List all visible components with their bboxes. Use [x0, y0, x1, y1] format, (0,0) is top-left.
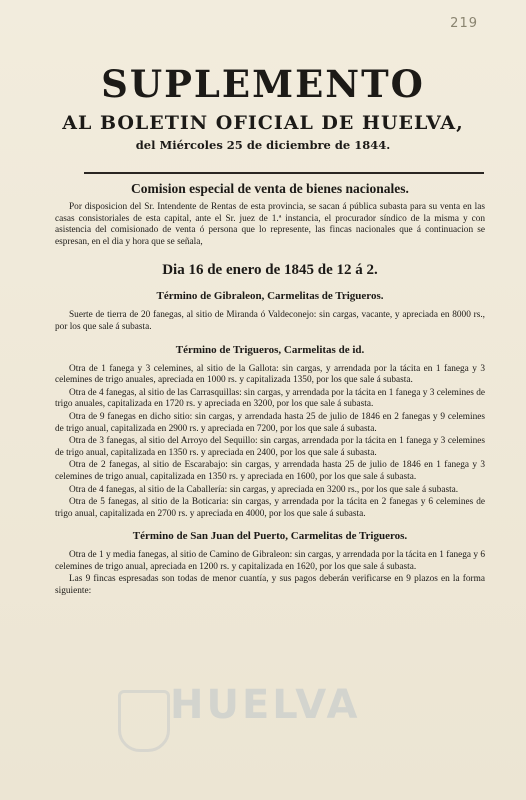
- list-item: Otra de 1 fanega y 3 celemines, al sitio de la Gallota: sin cargas, y arrendada por la tácita en 1 fanega y 3 celemines de trigo anuales, apreciada en 1000 rs. y capitalizada 1350, por los que sale á subasta.: [55, 363, 485, 386]
- list-item: Otra de 4 fanegas, al sitio de la Caballería: sin cargas, y apreciada en 3200 rs., por los que sale á subasta.: [69, 484, 459, 495]
- auction-day: Dia 16 de enero de 1845 de 12 á 2.: [162, 262, 378, 279]
- intro-paragraph: Por disposicion del Sr. Intendente de Rentas de esta provincia, se sacan á pública subasta para su venta en las casas consistoriales de esta capital, ante el Sr. juez de 1.ª instancia, el procurador síndico de la misma y con asistencia del comisionado de venta ó persona que lo represente, las fincas nacionales que á continuacion se espresan, en el dia y hora que se señala,: [55, 202, 485, 247]
- masthead-title: SUPLEMENTO: [101, 62, 425, 106]
- watermark-seal-icon: [118, 690, 170, 752]
- list-item: Suerte de tierra de 20 fanegas, al sitio de Miranda ó Valdeconejo: sin cargas, vacante, y apreciada en 8000 rs., por los que sale á subasta.: [55, 310, 485, 332]
- masthead: [0, 62, 526, 154]
- list-item: Otra de 2 fanegas, al sitio de Escarabajo: sin cargas, y arrendada hasta 25 de julio de 1846 en 1 fanega y 3 celemines de trigo anual, capitalizada en 1350 rs. y apreciada en 1600, por los que sale á subasta.: [55, 460, 485, 482]
- section-title: Término de San Juan del Puerto, Carmelitas de Trigueros.: [132, 530, 408, 543]
- header-divider: [84, 172, 484, 174]
- masthead-date: del Miércoles 25 de diciembre de 1844.: [135, 138, 391, 152]
- list-item: Las 9 fincas espresadas son todas de menor cuantía, y sus pagos deberán verificarse en 9 plazos en la forma siguiente:: [55, 574, 485, 597]
- masthead-subtitle: AL BOLETIN OFICIAL DE HUELVA,: [62, 112, 464, 134]
- list-item: Otra de 9 fanegas en dicho sitio: sin cargas, y arrendada hasta 25 de julio de 1846 en 2 fanegas y 9 celemines de trigo anual, capitalizada en 2900 rs. y apreciada en 7200, por los que sale á subasta.: [55, 411, 485, 434]
- section-title: Término de Trigueros, Carmelitas de id.: [175, 343, 365, 356]
- watermark-text: HUELVA: [170, 682, 361, 728]
- list-item: Otra de 5 fanegas, al sitio de la Boticaria: sin cargas, y arrendada por la tácita en 2 fanegas y 6 celemines de trigo anual, capitalizada en 2700 rs. y apreciada en 4000, por los que sale á subasta.: [55, 497, 485, 519]
- document-body: [55, 178, 485, 599]
- commission-heading: Comision especial de venta de bienes nacionales.: [131, 181, 409, 196]
- archive-number: 219: [450, 16, 478, 31]
- list-item: Otra de 3 fanegas, al sitio del Arroyo del Sequillo: sin cargas, arrendada por la tácita en 1 fanega y 3 celemines de trigo anual, capitalizada en 1350 rs. y apreciada en 2400, por los que sale á subasta.: [55, 436, 485, 458]
- section-title: Término de Gibraleon, Carmelitas de Trigueros.: [156, 290, 384, 303]
- list-item: Otra de 4 fanegas, al sitio de las Carrasquillas: sin cargas, y arrendada por la tácita en 1 fanega y 3 celemines de trigo anuales, capitalizada en 1720 rs. y apreciada en 3200, por los que sale á subasta.: [55, 387, 485, 410]
- list-item: Otra de 1 y media fanegas, al sitio de Camino de Gibraleon: sin cargas, y arrendada por la tácita en 1 fanega y 6 celemines de trigo anual, apreciada en 1200 rs. y capitalizada en 1620, por los que sale á subasta.: [55, 550, 485, 572]
